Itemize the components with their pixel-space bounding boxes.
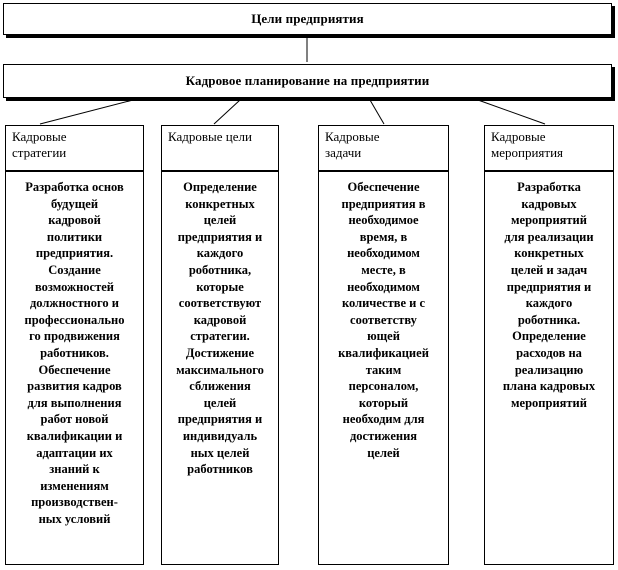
body-line: политики (46, 229, 103, 244)
body-line: ющей (367, 329, 400, 344)
strategies-header-line: Кадровые (12, 129, 67, 144)
body-line: Создание (48, 262, 101, 277)
body-line: достижения (349, 428, 418, 443)
body-line: Обеспечение (38, 362, 111, 377)
body-line: соответству (350, 312, 417, 327)
column-header-hr-goals (161, 125, 279, 171)
column-body-hr-goals (161, 171, 279, 565)
body-line: кадровых (521, 196, 577, 211)
body-line: целей (203, 213, 237, 228)
body-line: будущей (50, 196, 99, 211)
connector-planning-to-tasks (370, 100, 384, 124)
enterprise-goals-box (3, 3, 612, 35)
column-header-hr-tasks (318, 125, 449, 171)
column-body-hr-measures (484, 171, 614, 565)
body-line: количестве и с (341, 296, 426, 311)
hr-measures-header-line: Кадровые (491, 129, 546, 144)
enterprise-goals-label: Цели предприятия (251, 11, 364, 26)
body-line: конкретных (514, 246, 584, 261)
body-line: предприятия и (506, 279, 592, 294)
body-line: индивидуаль (182, 428, 258, 443)
body-line: целей и задач (510, 262, 588, 277)
body-line: предприятия. (35, 246, 114, 261)
connector-planning-to-strategies (40, 100, 133, 124)
body-line: квалификацией (338, 345, 429, 360)
hr-goals-body-text (162, 172, 278, 478)
hr-goals-header-line: Кадровые цели (168, 129, 252, 144)
strategies-body-text (6, 172, 143, 527)
body-line: время, в (359, 229, 408, 244)
hr-planning-label: Кадровое планирование на предприятии (185, 73, 430, 88)
body-line: ных целей (190, 445, 250, 460)
body-line: роботника, (188, 262, 252, 277)
body-line: необходимом (347, 246, 420, 261)
body-line: предприятия и (177, 229, 263, 244)
body-line: каждого (525, 296, 573, 311)
column-header-hr-measures (484, 125, 614, 171)
body-line: ных условий (38, 511, 111, 526)
body-line: каждого (196, 246, 244, 261)
body-line: кадровой (193, 312, 247, 327)
hr-measures-body-text (485, 172, 613, 411)
body-line: возможностей (34, 279, 114, 294)
body-line: работ новой (40, 412, 109, 427)
hr-tasks-header-line: задачи (325, 145, 362, 160)
body-line: знаний к (49, 462, 100, 477)
hr-planning-box (3, 64, 612, 98)
strategies-header-line: стратегии (12, 145, 67, 160)
body-line: изменениям (40, 478, 109, 493)
body-line: которые (196, 279, 244, 294)
body-line: работников (187, 462, 253, 477)
body-line: соответствуют (178, 296, 262, 311)
connector-planning-to-measures (478, 100, 545, 124)
body-line: плана кадровых (502, 379, 596, 394)
body-line: го продвижения (29, 329, 120, 344)
body-line: роботника. (517, 312, 581, 327)
body-line: необходим для (342, 412, 425, 427)
body-line: реализацию (514, 362, 584, 377)
body-line: для выполнения (27, 395, 122, 410)
body-line: сближения (189, 379, 251, 394)
body-line: Определение (183, 180, 257, 194)
body-line: который (358, 395, 409, 410)
body-line: мероприятий (511, 213, 587, 228)
column-body-strategies (5, 171, 144, 565)
body-line: целей (367, 445, 400, 460)
body-line: Определение (512, 329, 586, 344)
body-line: предприятия в (341, 196, 426, 211)
body-line: персоналом, (348, 379, 419, 394)
body-line: кадровой (48, 213, 101, 228)
body-line: квалификации и (26, 428, 123, 443)
hr-measures-header-text (485, 126, 613, 164)
hr-tasks-header-line: Кадровые (325, 129, 380, 144)
body-line: расходов на (516, 345, 582, 360)
body-line: конкретных (185, 196, 255, 211)
body-line: работников. (40, 345, 109, 360)
body-line: Достижение (185, 345, 255, 360)
body-line: для реализации (504, 229, 594, 244)
body-line: Разработка основ (25, 180, 124, 194)
body-line: адаптации их (36, 445, 113, 460)
hr-measures-header-line: мероприятия (491, 145, 564, 160)
body-line: мероприятий (511, 395, 587, 410)
body-line: стратегии. (190, 329, 250, 344)
strategies-header-text (6, 126, 143, 164)
body-line: необходимое (348, 213, 419, 228)
body-line: производствен- (31, 495, 118, 510)
hr-tasks-header-text (319, 126, 448, 164)
body-line: целей (203, 395, 237, 410)
body-line: максимального (176, 362, 264, 377)
connector-planning-to-goals (214, 100, 240, 124)
body-line: таким (365, 362, 402, 377)
body-line: должностного и (29, 296, 120, 311)
body-line: профессионально (24, 312, 125, 327)
body-line: Разработка (517, 180, 581, 194)
body-line: месте, в (361, 262, 406, 277)
body-line: развития кадров (27, 379, 122, 394)
body-line: необходимом (347, 279, 420, 294)
body-line: предприятия и (177, 412, 263, 427)
hr-tasks-body-text (319, 172, 448, 461)
column-header-strategies (5, 125, 144, 171)
hr-goals-header-text (162, 126, 278, 148)
body-line: Обеспечение (347, 180, 420, 194)
column-body-hr-tasks (318, 171, 449, 565)
